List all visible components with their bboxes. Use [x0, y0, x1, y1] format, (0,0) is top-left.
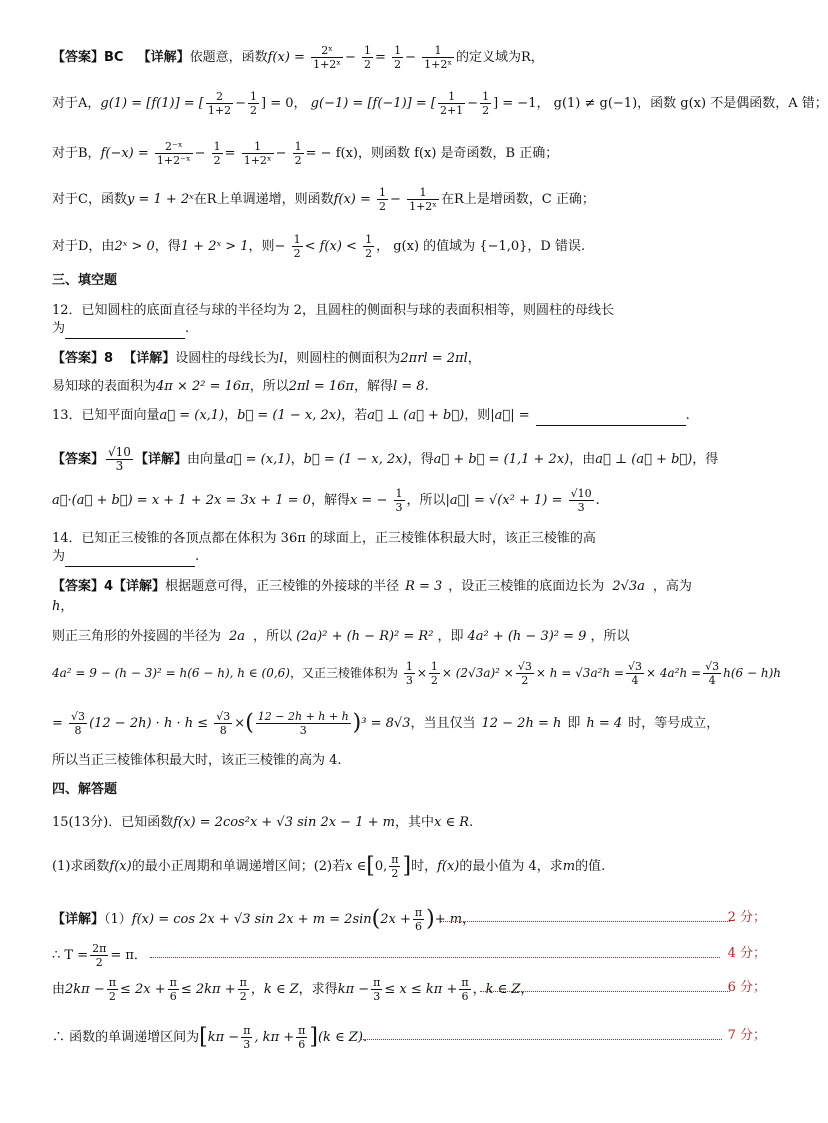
math: 1 + 2ˣ > 1 [180, 239, 249, 254]
math: x = − [349, 493, 388, 508]
math: 2πrl = 2πl [400, 351, 468, 366]
answer-14-line-2: 则正三角形的外接圆的半径为 2a ，所以 (2a)² + (h − R)² = R² ，即 4a² + (h − 3)² = 9 ，所以 [52, 629, 630, 644]
question-13: 13．已知平面向量a⃗ = (x,1)，b⃗ = (1 − x, 2x)，若a⃗ ⊥ (a⃗ + b⃗)，则|a⃗| = . [52, 407, 764, 426]
fraction: $\frac{√3}{4}$ [705, 660, 720, 687]
math: 4a² + (h − 3)² = 9 [467, 629, 587, 644]
answer-blank[interactable] [65, 548, 195, 567]
math: a⃗·(a⃗ + b⃗) = x + 1 + 2x = 3x + 1 = 0 [52, 493, 311, 508]
fraction: $\frac{2}{1+2}$ [207, 90, 232, 117]
answer-11-line: 【答案】BC 【详解】依题意，函数f(x) = $\frac{\text{2ˣ}}{\text{1+2ˣ}}$ − $\frac{1}{2}$ = $\frac{1}{2}$ − $\frac{1}{\text{1+2ˣ}}$ 的定义域为R， [52, 44, 544, 71]
option-a-line: 对于A，g(1) = [f(1)] = [ $\frac{2}{1+2}$ − $\frac{1}{2}$ ] = 0， g(−1) = [f(−1)] = [ $\frac{1}{2+1}$ − $\frac{1}{2}$ ] = −1， g(1) ≠ g(−1)，函数 g(x) 不是偶函数，A 错； [52, 90, 828, 117]
math: 2ˣ > 0 [114, 239, 155, 254]
fraction: $\frac{1}{2}$ [213, 140, 221, 167]
math: 4π × 2² = 16π [156, 379, 250, 394]
answer-14-line: 【答案】4【详解】根据题意可得，正三棱锥的外接球的半径 R = 3 ，设正三棱锥的底面边长为 2√3a ，高为 [52, 579, 692, 594]
math: 2√3a [612, 579, 645, 594]
text: g(1) ≠ g(−1)，函数 g(x) 不是偶函数，A 错； [553, 96, 828, 111]
fraction: $\frac{\text{2ˣ}}{\text{1+2ˣ}}$ [313, 44, 341, 71]
math: f(x) [109, 859, 132, 874]
fraction: $\frac{√10}{3}$ [108, 445, 131, 473]
fraction: $\frac{1}{2}$ [293, 233, 301, 260]
question-14-blank-line: 为 . [52, 548, 764, 567]
fraction: $\frac{\pi}{6}$ [169, 976, 177, 1003]
score-leader [440, 921, 730, 922]
fraction: $\frac{\pi}{2}$ [108, 976, 116, 1003]
fraction: $\frac{\pi}{6}$ [414, 906, 423, 933]
answer-label: 【答案】 [52, 452, 105, 467]
solution-step-3: 由2kπ − $\frac{\pi}{2}$ ≤ 2x + $\frac{\pi}{6}$ ≤ 2kπ + $\frac{\pi}{2}$ ，k ∈ Z，求得kπ − $\frac{\pi}{3}$ ≤ x ≤ kπ + $\frac{\pi}{6}$ ，k ∈ Z， [52, 976, 534, 1003]
solution-step-4: ∴ 函数的单调递增区间为[kπ − $\frac{\pi}{3}$ , kπ + $\frac{\pi}{6}$ ](k ∈ Z). [52, 1024, 368, 1051]
detail-label: 【详解】 [113, 579, 166, 594]
math: |a⃗| = [490, 408, 530, 423]
text: 对于C，函数 [52, 192, 127, 207]
fraction: $\frac{√3}{8}$ [216, 710, 231, 737]
math: h = 4 [586, 716, 623, 731]
answer-14-line-3: 4a² = 9 − (h − 3)² = h(6 − h), h ∈ (0,6)，又正三棱锥体积为 $\frac{1}{3}$ × $\frac{1}{2}$ × (2√3a)² × $\frac{√3}{2}$ × h = √3a²h = $\frac{√3}{4}$ × 4a²h = $\frac{√3}{4}$ h(6 − h)h [52, 660, 781, 687]
math: (2a)² + (h − R)² = R² [296, 629, 434, 644]
detail-label: 【详解】 [134, 452, 187, 467]
option-b-line: 对于B，f(−x) = $\frac{\text{2⁻ˣ}}{\text{1+2⁻ˣ}}$ − $\frac{1}{2}$ = $\frac{1}{\text{1+2ˣ}}$ − $\frac{1}{2}$ = − f(x)，则函数 f(x) 是奇函数，B 正确； [52, 140, 559, 167]
fraction: $\frac{1}{\text{1+2ˣ}}$ [424, 44, 452, 71]
text: 的定义域为R， [456, 50, 544, 65]
score-mark: 4 分； [727, 946, 766, 961]
math: a⃗ = (x,1) [159, 408, 225, 423]
fraction: $\frac{1}{2}$ [379, 186, 387, 213]
text: 对于A， [52, 96, 101, 111]
fraction: $\frac{1}{2}$ [294, 140, 302, 167]
math: b⃗ = (1 − x, 2x) [237, 408, 342, 423]
fraction: $\frac{1}{2}$ [365, 233, 373, 260]
math: 2a [229, 629, 246, 644]
answer-label: 【答案】8 [52, 351, 114, 366]
math: R = 3 [405, 579, 443, 594]
answer-12-line: 【答案】8 【详解】设圆柱的母线长为l，则圆柱的侧面积为2πrl = 2πl， [52, 351, 481, 366]
answer-14-line-4: = $\frac{√3}{8}$ (12 − 2h) · h · h ≤ $\frac{√3}{8}$ ×( $\frac{12 - 2h + h + h}{3}$ )³ = 8√3，当且仅当 12 − 2h = h 即 h = 4 时，等号成立， [52, 710, 720, 737]
answer-blank[interactable] [65, 320, 185, 339]
text: 对于B， [52, 146, 101, 161]
fraction: $\frac{1}{\text{1+2ˣ}}$ [409, 186, 437, 213]
math: ³ = 8√3 [361, 716, 411, 731]
fraction: $\frac{1}{2}$ [250, 90, 258, 117]
score-leader [360, 1039, 722, 1040]
answer-13-line: 【答案】 $\frac{√10}{3}$ 【详解】由向量a⃗ = (x,1)，b⃗ = (1 − x, 2x)，得a⃗ + b⃗ = (1,1 + 2x)，由a⃗ ⊥ (a⃗ + b⃗)，得 [52, 445, 719, 473]
fraction: $\frac{√10}{3}$ [570, 487, 592, 514]
detail-label: 【详解】 [123, 351, 176, 366]
math: f(x) [437, 859, 460, 874]
math: f(x) = [333, 192, 371, 207]
fraction: $\frac{1}{\text{1+2ˣ}}$ [243, 140, 272, 167]
math: 4a² = 9 − (h − 3)² = h(6 − h), h ∈ (0,6) [52, 666, 290, 680]
text: = − f(x)，则函数 f(x) 是奇函数，B 正确； [305, 146, 559, 161]
fraction: $\frac{\pi}{3}$ [373, 976, 381, 1003]
fraction: $\frac{2\pi}{2}$ [92, 942, 107, 969]
fraction: $\frac{1}{3}$ [395, 487, 403, 514]
math: f(x) = cos 2x + √3 sin 2x + m = 2sin [131, 912, 372, 927]
option-d-line: 对于D，由2ˣ > 0，得1 + 2ˣ > 1，则− $\frac{1}{2}$ < f(x) < $\frac{1}{2}$ ， g(x) 的值域为 {−1,0}，D 错误. [52, 233, 586, 260]
text: 在R上单调递增，则函数 [193, 192, 334, 207]
math: l = 8 [392, 379, 425, 394]
fraction: $\frac{\pi}{6}$ [461, 976, 469, 1003]
fraction: $\frac{1}{3}$ [405, 660, 413, 687]
fraction: $\frac{√3}{4}$ [628, 660, 643, 687]
answer-14-conclusion: 所以当正三棱锥体积最大时，该正三棱锥的高为 4. [52, 753, 342, 768]
math: f(x) = [267, 50, 305, 65]
math: x ∈ [345, 859, 367, 874]
answer-blank[interactable] [536, 407, 686, 426]
math: 12 − 2h = h [481, 716, 562, 731]
answer-13-line-2: a⃗·(a⃗ + b⃗) = x + 1 + 2x = 3x + 1 = 0，解得x = − $\frac{1}{3}$ ，所以|a⃗| = √(x² + 1) = $\frac{√10}{3}$ . [52, 487, 600, 514]
score-leader [480, 991, 730, 992]
fraction: $\frac{\pi}{2}$ [239, 976, 247, 1003]
math: |a⃗| = √(x² + 1) = [445, 493, 563, 508]
text: 依题意，函数 [189, 50, 268, 65]
fraction: $\frac{\pi}{2}$ [391, 853, 399, 880]
math: b⃗ = (1 − x, 2x) [303, 452, 408, 467]
math: a⃗ + b⃗ = (1,1 + 2x) [433, 452, 570, 467]
fraction: $\frac{\text{2⁻ˣ}}{\text{1+2⁻ˣ}}$ [156, 140, 191, 167]
option-c-line: 对于C，函数y = 1 + 2ˣ在R上单调递增，则函数f(x) = $\frac{1}{2}$ − $\frac{1}{\text{1+2ˣ}}$ 在R上是增函数，C 正确； [52, 186, 595, 213]
math: a⃗ = (x,1) [225, 452, 291, 467]
detail-label: 【详解】 [137, 50, 190, 65]
math: (12 − 2h) · h · h ≤ [89, 716, 209, 731]
math: f(x) = 2cos²x + √3 sin 2x − 1 + m [173, 815, 395, 830]
question-15-parts: (1)求函数f(x)的最小正周期和单调递增区间；(2)若x ∈[0, $\frac{\pi}{2}$ ]时，f(x)的最小值为 4，求m的值. [52, 853, 606, 880]
question-12-blank-line: 为 . [52, 320, 764, 339]
answer-14-height: h， [52, 599, 74, 614]
answer-label: 【答案】4 [52, 579, 114, 594]
score-mark: 2 分； [727, 910, 766, 925]
question-14: 14．已知正三棱锥的各顶点都在体积为 36π 的球面上，正三棱锥体积最大时，该正三棱锥的高 [52, 531, 596, 546]
math: a⃗ ⊥ (a⃗ + b⃗) [595, 452, 693, 467]
section-heading-fill-blank: 三、填空题 [52, 273, 118, 288]
math: g(1) = [f(1)] = [ [100, 96, 204, 111]
fraction: $\frac{√3}{2}$ [517, 660, 532, 687]
math: x ∈ R [433, 815, 469, 830]
text: 在R上是增函数，C 正确； [440, 192, 595, 207]
math: 2πl = 16π [288, 379, 354, 394]
text: 对于D，由 [52, 239, 115, 254]
question-12: 12．已知圆柱的底面直径与球的半径均为 2，且圆柱的侧面积与球的表面积相等，则圆柱的母线长 [52, 303, 614, 318]
detail-label: 【详解】 [52, 912, 105, 927]
math: < f(x) < [304, 239, 357, 254]
text: g(x) 的值域为 {−1,0}，D 错误. [393, 239, 586, 254]
fraction: $\frac{1}{2}$ [394, 44, 402, 71]
fraction: $\frac{1}{2}$ [364, 44, 372, 71]
answer-12-line-2: 易知球的表面积为4π × 2² = 16π，所以2πl = 16π，解得l = 8. [52, 379, 429, 394]
question-15: 15(13分)．已知函数f(x) = 2cos²x + √3 sin 2x − 1 + m，其中x ∈ R. [52, 815, 474, 830]
section-heading-solve: 四、解答题 [52, 782, 118, 797]
score-leader [150, 957, 720, 958]
fraction: $\frac{1}{2+1}$ [439, 90, 464, 117]
math: y = 1 + 2ˣ [126, 192, 194, 207]
math: g(−1) = [f(−1)] = [ [310, 96, 436, 111]
math: f(−x) = [100, 146, 149, 161]
fraction: $\frac{\pi}{6}$ [298, 1024, 306, 1051]
math: a⃗ ⊥ (a⃗ + b⃗) [367, 408, 465, 423]
solution-step-2: ∴ T = $\frac{2\pi}{2}$ = π． [52, 942, 147, 969]
answer-label: 【答案】BC [52, 50, 124, 65]
fraction: $\frac{1}{2}$ [482, 90, 490, 117]
score-mark: 7 分； [727, 1028, 766, 1043]
fraction: $\frac{√3}{8}$ [71, 710, 86, 737]
score-mark: 6 分； [727, 980, 766, 995]
fraction: $\frac{12 - 2h + h + h}{3}$ [257, 710, 349, 737]
fraction: $\frac{1}{2}$ [430, 660, 438, 687]
solution-step-1: 【详解】（1）f(x) = cos 2x + √3 sin 2x + m = 2sin(2x + $\frac{\pi}{6}$ )+ m， [52, 906, 476, 933]
fraction: $\frac{\pi}{3}$ [243, 1024, 251, 1051]
